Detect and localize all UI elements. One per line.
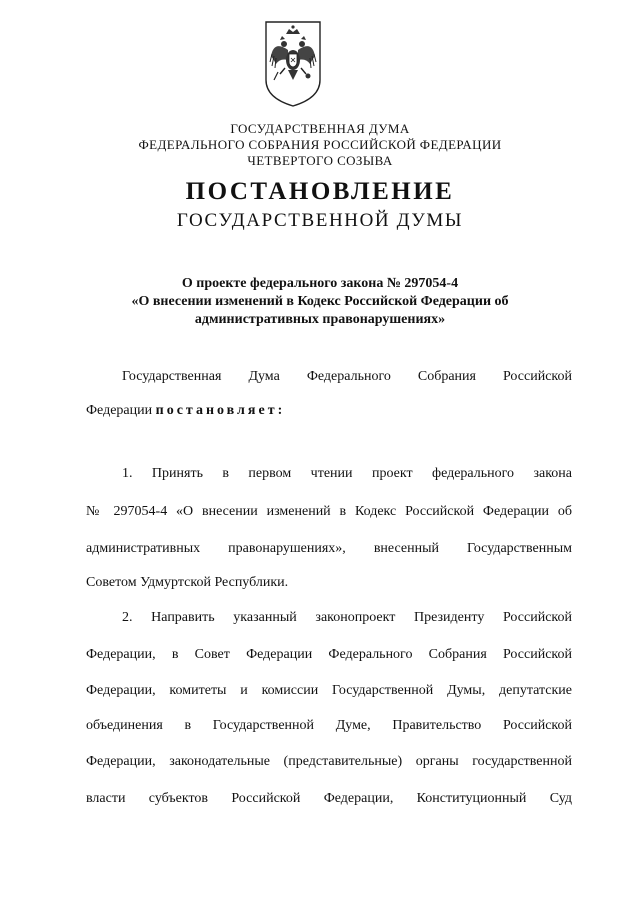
header-line-1: ГОСУДАРСТВЕННАЯ ДУМА (230, 121, 410, 136)
p2-line-1: 2. Направить указанный законопроект Президенту Российской (122, 610, 572, 625)
header-line-3: ЧЕТВЕРТОГО СОЗЫВА (247, 153, 393, 168)
subject-line-3: административных правонарушениях» (194, 312, 446, 327)
p2-line-6: власти субъектов Российской Федерации, Конституционный Суд (86, 791, 572, 806)
document-subtype: ГОСУДАРСТВЕННОЙ ДУМЫ (176, 210, 464, 231)
preamble-line-1: Государственная Дума Федерального Собрания Российской (122, 369, 572, 384)
p1-line-2: № 297054-4 «О внесении изменений в Кодекс Российской Федерации об (86, 504, 572, 519)
p1-line-4: Советом Удмуртской Республики. (86, 575, 289, 590)
subject-line-1: О проекте федерального закона № 297054-4 (181, 276, 459, 291)
p2-line-3: Федерации, комитеты и комиссии Государственной Думы, депутатские (86, 683, 572, 698)
p2-line-2: Федерации, в Совет Федерации Федерального Собрания Российской (86, 647, 572, 662)
subject-line-2: «О внесении изменений в Кодекс Российской Федерации об (131, 294, 509, 309)
p2-line-4: объединения в Государственной Думе, Правительство Российской (86, 718, 572, 733)
p1-line-1: 1. Принять в первом чтении проект федерального закона (122, 466, 572, 481)
document-type: ПОСТАНОВЛЕНИЕ (185, 178, 455, 205)
p1-line-3: административных правонарушениях», внесенный Государственным (86, 541, 572, 556)
preamble-line-2-prefix: Федерации (86, 403, 153, 418)
russian-coat-of-arms-icon (262, 18, 324, 110)
preamble-verb: постановляет: (155, 403, 286, 418)
preamble-line-2 (86, 402, 572, 420)
header-line-2: ФЕДЕРАЛЬНОГО СОБРАНИЯ РОССИЙСКОЙ ФЕДЕРАЦИИ (138, 137, 502, 152)
p2-line-5: Федерации, законодательные (представительные) органы государственной (86, 754, 572, 769)
